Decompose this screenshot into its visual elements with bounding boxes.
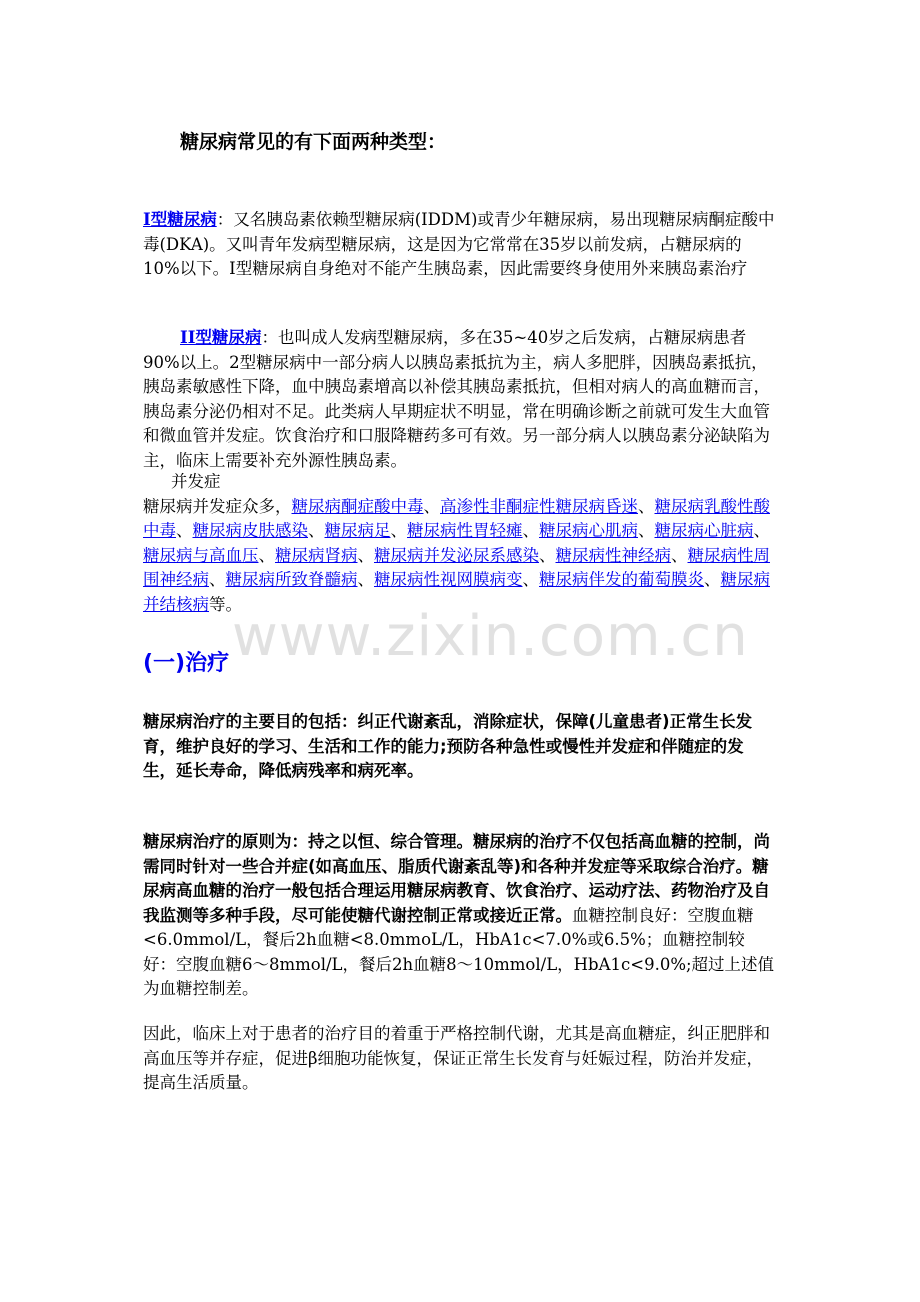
complications-section <box>143 470 775 617</box>
list-separator: 、 <box>390 521 407 540</box>
complications-intro: 糖尿病并发症众多， <box>143 496 292 516</box>
watermark: www.zixin.com.cn <box>232 604 749 669</box>
complication-link[interactable]: 糖尿病伴发的葡萄膜炎 <box>539 570 704 589</box>
list-separator: 、 <box>258 545 275 565</box>
list-separator: 、 <box>522 570 539 589</box>
list-separator: 、 <box>357 545 374 565</box>
complication-link[interactable]: 高渗性非酮症性糖尿病昏迷 <box>440 496 638 516</box>
treatment-goal: 糖尿病治疗的主要目的包括：纠正代谢紊乱，消除症状，保障(儿童患者)正常生长发育，维护良好的学习、生活和工作的能力;预防各种急性或慢性并发症和伴随症的发生，延长寿命，降低病残率和病死率。 <box>143 712 753 780</box>
type2-text: ：也叫成人发病型糖尿病，多在35~40岁之后发病，占糖尿病患者90%以上。2型糖尿病中一部分病人以胰岛素抵抗为主，病人多肥胖，因胰岛素抵抗，胰岛素敏感性下降，血中胰岛素增高以补偿其胰岛素抵抗，但相对病人的高血糖而言，胰岛素分泌仍相对不足。此类病人早期症状不明显，常在明确诊断之前就可发生大血管和微血管并发症。饮食治疗和口服降糖药多可有效。另一部分病人以胰岛素分泌缺陷为主，临床上需要补充外源性胰岛素。 <box>143 328 770 470</box>
complication-link[interactable]: 糖尿病性周围神经病 <box>143 545 770 589</box>
complication-link[interactable]: 糖尿病心脏病 <box>654 521 754 540</box>
treatment-principle-bold: 糖尿病治疗的原则为：持之以恒、综合管理。糖尿病的治疗不仅包括高血糖的控制，尚需同时针对一些合并症(如高血压、脂质代谢紊乱等)和各种并发症等采取综合治疗。糖尿病高血糖的治疗一般包括合理运用糖尿病教育、饮食治疗、运动疗法、药物治疗及自我监测等多种手段，尽可能使糖代谢控制正常或接近正常。 <box>143 832 770 925</box>
treatment-heading: (一)治疗 <box>143 651 230 676</box>
list-separator: 、 <box>357 570 374 589</box>
complication-link[interactable]: 糖尿病肾病 <box>275 545 358 565</box>
complication-link[interactable]: 糖尿病性胃轻瘫 <box>407 521 523 540</box>
complication-link[interactable]: 糖尿病乳酸性酸中毒 <box>143 496 770 540</box>
list-separator: 、 <box>209 570 226 589</box>
page-title: 糖尿病常见的有下面两种类型： <box>180 131 447 153</box>
complication-link[interactable]: 糖尿病足 <box>324 521 391 540</box>
list-separator: 、 <box>308 521 325 540</box>
complication-link[interactable]: 糖尿病性神经病 <box>555 545 671 565</box>
list-separator: 、 <box>704 570 721 589</box>
treatment-conclusion: 因此，临床上对于患者的治疗目的着重于严格控制代谢，尤其是高血糖症，纠正肥胖和高血压等并存症，促进β细胞功能恢复，保证正常生长发育与妊娠过程，防治并发症，提高生活质量。 <box>143 1024 770 1092</box>
type1-paragraph <box>143 208 775 282</box>
complications-heading: 并发症 <box>171 472 221 491</box>
list-separator: 、 <box>522 521 539 540</box>
complication-link[interactable]: 糖尿病并结核病 <box>143 570 770 614</box>
list-separator: 、 <box>638 521 655 540</box>
list-separator: 、 <box>423 496 440 516</box>
complication-link[interactable]: 糖尿病并发泌尿系感染 <box>374 545 539 565</box>
list-separator: 、 <box>176 521 193 540</box>
list-separator: 、 <box>638 496 655 516</box>
type2-link[interactable]: II型糖尿病 <box>180 328 262 347</box>
complications-list <box>143 495 775 618</box>
complication-link[interactable]: 糖尿病心肌病 <box>539 521 638 540</box>
treatment-principle-targets: 血糖控制良好：空腹血糖<6.0mmol/L，餐后2h血糖<8.0mmoL/L，HbA1c<7.0%或6.5%；血糖控制较好：空腹血糖6～8mmol/L，餐后2h血糖8～10mmol/L，HbA1c<9.0%;超过上述值为血糖控制差。 <box>143 905 775 998</box>
complication-link[interactable]: 糖尿病皮肤感染 <box>192 521 308 540</box>
complication-link[interactable]: 糖尿病酮症酸中毒 <box>291 496 424 516</box>
list-separator: 、 <box>753 521 770 540</box>
treatment-principle <box>143 830 775 1002</box>
complication-link[interactable]: 糖尿病所致脊髓病 <box>225 570 358 589</box>
type1-link[interactable]: I型糖尿病 <box>143 210 217 229</box>
list-separator: 、 <box>671 545 688 565</box>
complications-tail: 等。 <box>209 594 242 614</box>
type2-paragraph <box>143 326 775 473</box>
complication-link[interactable]: 糖尿病与高血压 <box>143 545 259 565</box>
list-separator: 、 <box>539 545 556 565</box>
type1-text: ：又名胰岛素依赖型糖尿病(IDDM)或青少年糖尿病，易出现糖尿病酮症酸中毒(DKA)。又叫青年发病型糖尿病，这是因为它常常在35岁以前发病，占糖尿病的10%以下。Ⅰ型糖尿病自身绝对不能产生胰岛素，因此需要终身使用外来胰岛素治疗 <box>143 210 775 278</box>
complication-link[interactable]: 糖尿病性视网膜病变 <box>374 570 523 589</box>
